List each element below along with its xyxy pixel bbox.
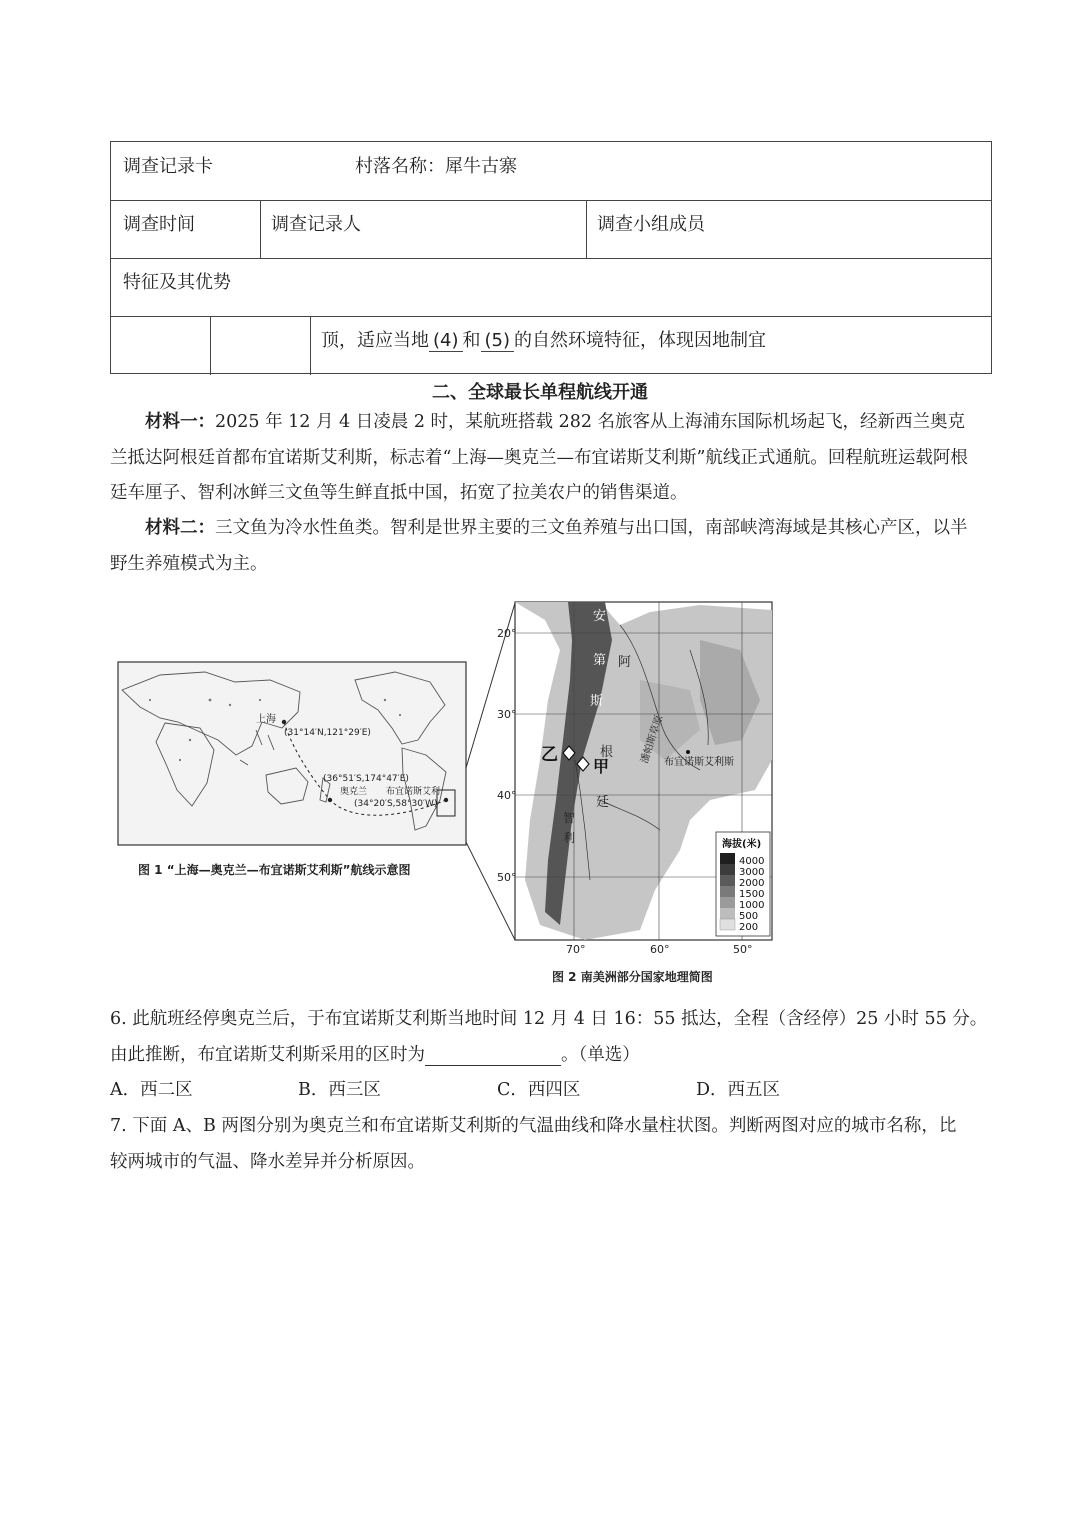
- lat-label-30: 30°: [497, 708, 517, 721]
- section-title: 二、全球最长单程航线开通: [432, 382, 648, 403]
- legend-value: 1000: [739, 900, 765, 911]
- question-6-line-2: 由此推断，布宜诺斯艾利斯采用的区时为 。（单选）: [110, 1045, 640, 1065]
- lon-label-70: 70°: [566, 943, 586, 956]
- option-c[interactable]: C．西四区: [497, 1080, 581, 1100]
- point-yi-label: 乙: [541, 745, 558, 765]
- chile-char-1: 智: [563, 811, 576, 825]
- andes-char-2: 第: [593, 653, 607, 668]
- figure1-caption: 图 1 “上海—奥克兰—布宜诺斯艾利斯”航线示意图: [138, 863, 411, 877]
- map1-ba-coord: (34°20′S,58°30′W): [354, 799, 438, 809]
- south-america-map: [497, 602, 772, 956]
- record-table: [110, 141, 992, 374]
- andes-char-1: 安: [593, 609, 607, 624]
- material-1: 材料一：2025 年 12 月 4 日凌晨 2 时，某航班搭载 282 名旅客从上海浦东国际机场起飞，经新西兰奥克兰抵达阿根廷首都布宜诺斯艾利斯，标志着“上海—奥克兰—布宜诺斯艾利斯”航线正式通航。回程航班运载阿根廷车厘子、智利冰鲜三文鱼等生鲜直抵中国，拓宽了拉美农户的销售渠道。: [110, 412, 968, 503]
- lon-label-50: 50°: [733, 943, 753, 956]
- record-card-label: 调查记录卡: [123, 156, 213, 177]
- village-name: 村落名称：犀牛古寨: [355, 156, 517, 177]
- features-label: 特征及其优势: [123, 272, 231, 293]
- lat-label-50: 50°: [497, 871, 517, 884]
- world-map: [118, 662, 466, 845]
- map1-auckland-coord: (36°51′S,174°47′E): [323, 774, 409, 784]
- legend-value: 4000: [739, 856, 765, 867]
- pampas-label: 潘帕斯草原: [639, 713, 666, 765]
- blank-5: (5): [481, 331, 515, 352]
- legend-value: 500: [739, 911, 759, 922]
- andes-char-3: 斯: [590, 694, 604, 709]
- map1-ba-label: 布宜诺斯艾利: [386, 787, 441, 797]
- legend-value: 2000: [739, 878, 765, 889]
- legend-title: 海拔(米): [722, 839, 762, 850]
- recorder-label: 调查记录人: [271, 214, 361, 235]
- point-jia-label: 甲: [593, 757, 610, 776]
- option-b[interactable]: B．西三区: [298, 1080, 381, 1100]
- map1-auckland-label: 奥克兰: [340, 787, 368, 797]
- figure2-caption: 图 2 南美洲部分国家地理简图: [552, 970, 713, 984]
- map1-shanghai-label: 上海: [256, 714, 276, 725]
- argentina-char-1: 阿: [618, 655, 632, 670]
- figures: [0, 590, 1080, 990]
- chile-char-2: 利: [563, 831, 576, 845]
- map2-ba-label: 布宜诺斯艾利斯: [664, 757, 734, 768]
- answer-blank[interactable]: [425, 1045, 561, 1066]
- argentina-char-3: 廷: [596, 795, 610, 810]
- blank-4: (4): [429, 331, 463, 352]
- lon-label-60: 60°: [650, 943, 670, 956]
- adaptation-sentence: 顶，适应当地 (4) 和 (5) 的自然环境特征，体现因地制宜: [321, 330, 766, 351]
- lat-label-40: 40°: [497, 789, 517, 802]
- question-6-line-1: 6. 此航班经停奥克兰后，于布宜诺斯艾利斯当地时间 12 月 4 日 16：55 抵达，全程（含经停）25 小时 55 分。: [110, 1009, 988, 1029]
- lat-label-20: 20°: [497, 627, 517, 640]
- material-2: 材料二：三文鱼为冷水性鱼类。智利是世界主要的三文鱼养殖与出口国，南部峡湾海域是其核心产区，以半野生养殖模式为主。: [110, 518, 968, 574]
- map1-shanghai-coord: (31°14′N,121°29′E): [284, 728, 371, 738]
- option-d[interactable]: D．西五区: [696, 1080, 781, 1100]
- option-a[interactable]: A．西二区: [110, 1080, 193, 1100]
- legend-value: 1500: [739, 889, 765, 900]
- elevation-legend: [716, 832, 770, 936]
- legend-value: 200: [739, 922, 759, 933]
- legend-value: 3000: [739, 867, 765, 878]
- argentina-char-2: 根: [600, 745, 614, 760]
- question-7: 7. 下面 A、B 两图分别为奥克兰和布宜诺斯艾利斯的气温曲线和降水量柱状图。判断两图对应的城市名称，比较两城市的气温、降水差异并分析原因。: [110, 1116, 957, 1172]
- survey-time-label: 调查时间: [123, 214, 195, 235]
- members-label: 调查小组成员: [597, 214, 705, 235]
